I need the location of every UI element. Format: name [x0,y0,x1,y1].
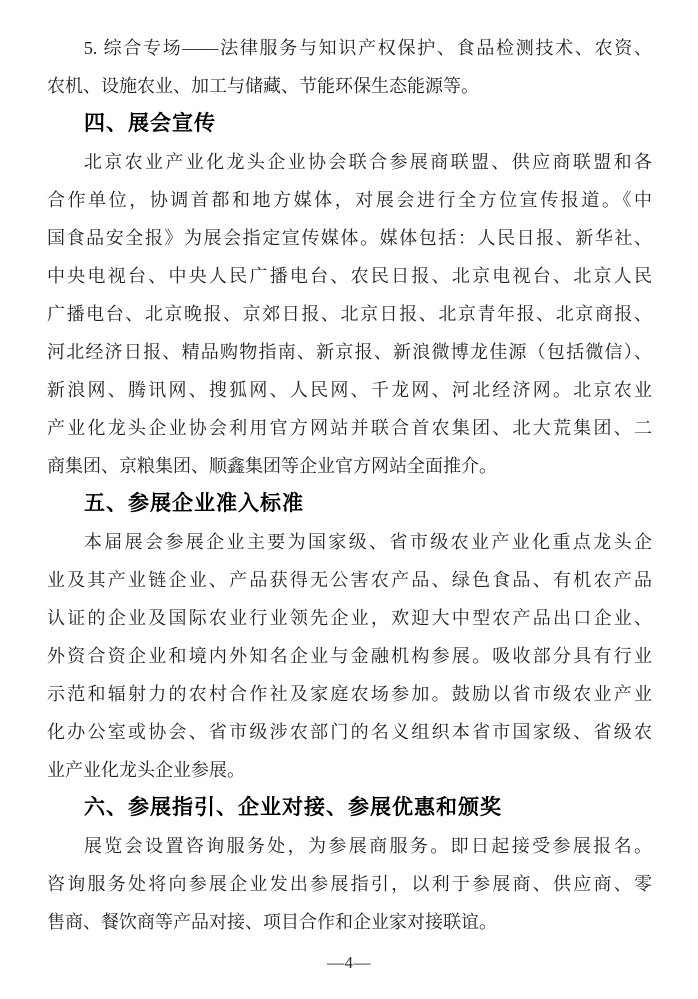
paragraph-line: 商集团、京粮集团、顺鑫集团等企业官方网站全面推介。 [47,456,497,476]
paragraph-line: 售商、餐饮商等产品对接、项目合作和企业家对接联谊。 [47,912,497,932]
document-body [47,29,652,941]
paragraph-line: 合作单位，协调首都和地方媒体，对展会进行全方位宣传报道。《中 [47,190,652,210]
paragraph-line: 业产业化龙头企业参展。 [47,760,245,780]
paragraph-line: 新浪网、腾讯网、搜狐网、人民网、千龙网、河北经济网。北京农业 [47,380,652,400]
paragraph-line: 农机、设施农业、加工与储藏、节能环保生态能源等。 [47,76,479,96]
paragraph-line: 化办公室或协会、省市级涉农部门的名义组织本省市国家级、省级农 [47,722,652,742]
paragraph-line: 河北经济日报、精品购物指南、新京报、新浪微博龙佳源（包括微信）、 [47,342,652,362]
section-heading-exhibition-publicity: 四、展会宣传 [84,112,216,135]
paragraph-line: 咨询服务处将向参展企业发出参展指引，以利于参展商、供应商、零 [47,874,652,894]
paragraph-line: 5. 综合专场——法律服务与知识产权保护、食品检测技术、农资、 [83,38,652,58]
paragraph-line: 认证的企业及国际农业行业领先企业，欢迎大中型农产品出口企业、 [47,608,652,628]
page-footer [0,953,698,973]
paragraph-line: 国食品安全报》为展会指定宣传媒体。媒体包括：人民日报、新华社、 [47,228,652,248]
section-heading-admission-standards: 五、参展企业准入标准 [84,492,304,515]
paragraph-line: 业及其产业链企业、产品获得无公害农产品、绿色食品、有机农产品 [47,570,652,590]
paragraph-line: 展览会设置咨询服务处，为参展商服务。即日起接受参展报名。 [83,836,652,856]
paragraph-line: 北京农业产业化龙头企业协会联合参展商联盟、供应商联盟和各 [83,152,652,172]
paragraph-line: 外资合资企业和境内外知名企业与金融机构参展。吸收部分具有行业 [47,646,652,666]
paragraph-line: 中央电视台、中央人民广播电台、农民日报、北京电视台、北京人民 [47,266,652,286]
paragraph-line: 本届展会参展企业主要为国家级、省市级农业产业化重点龙头企 [83,532,652,552]
paragraph-line: 示范和辐射力的农村合作社及家庭农场参加。鼓励以省市级农业产业 [47,684,652,704]
paragraph-line: 广播电台、北京晚报、京郊日报、北京日报、北京青年报、北京商报、 [47,304,652,324]
paragraph-line: 产业化龙头企业协会利用官方网站并联合首农集团、北大荒集团、二 [47,418,652,438]
page-number: —4— [327,953,371,972]
section-heading-guide-matchmaking-awards: 六、参展指引、企业对接、参展优惠和颁奖 [84,796,502,819]
